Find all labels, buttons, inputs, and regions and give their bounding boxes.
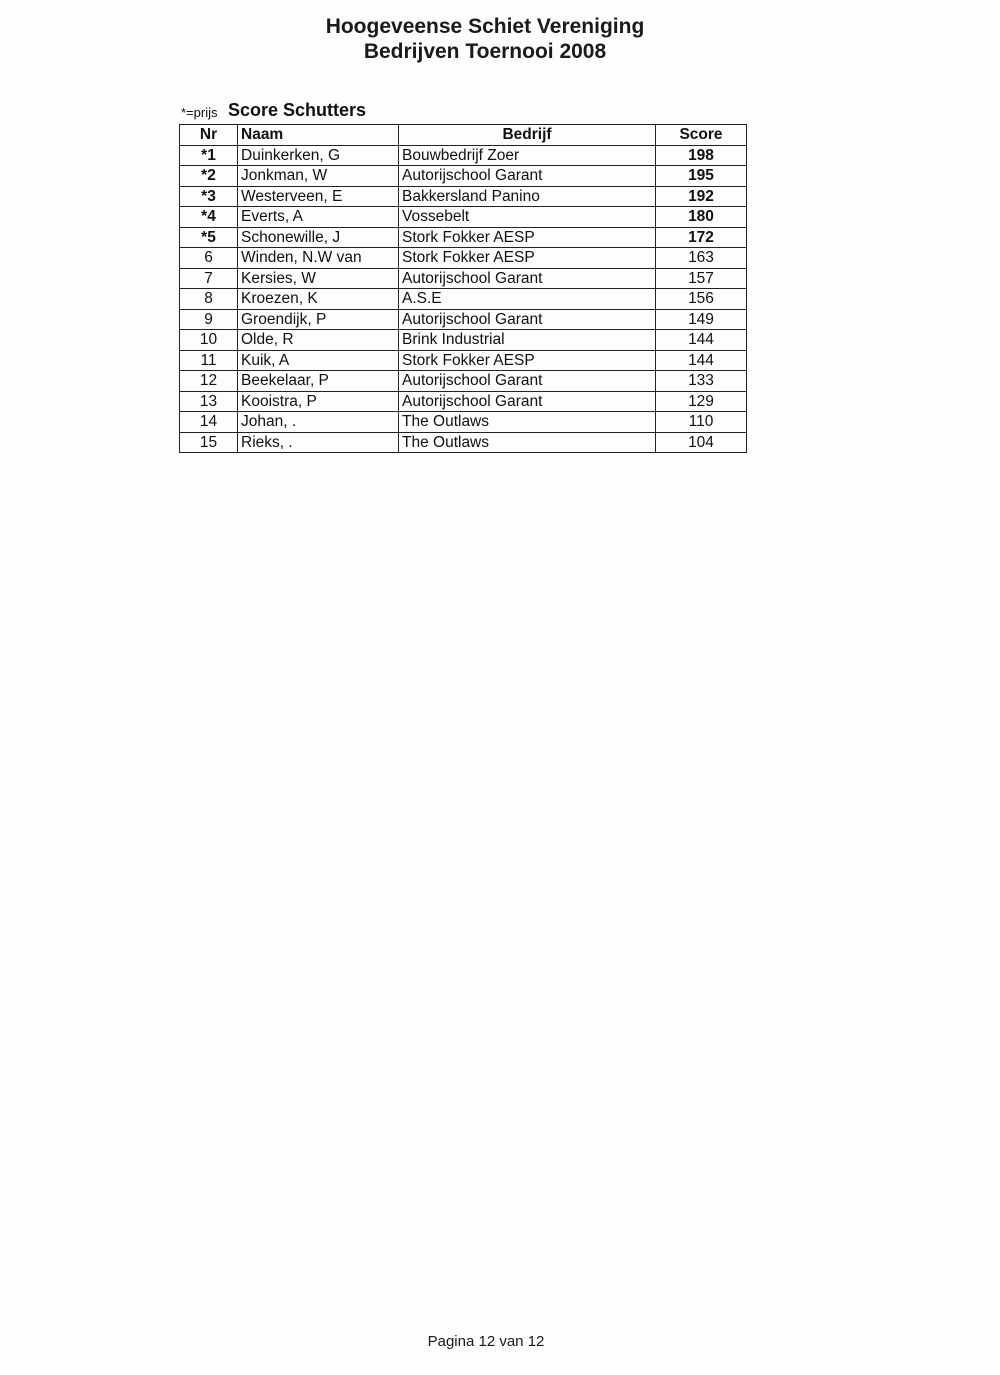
cell-bedrijf: Bouwbedrijf Zoer bbox=[399, 145, 656, 166]
scores-table bbox=[179, 124, 747, 453]
table-row bbox=[180, 350, 747, 371]
cell-naam: Kooistra, P bbox=[238, 391, 399, 412]
table-row bbox=[180, 309, 747, 330]
table-row bbox=[180, 371, 747, 392]
document-header bbox=[0, 14, 970, 64]
table-row bbox=[180, 391, 747, 412]
column-header-bedrijf: Bedrijf bbox=[399, 125, 656, 146]
table-row bbox=[180, 207, 747, 228]
cell-bedrijf: Autorijschool Garant bbox=[399, 371, 656, 392]
page-number: Pagina 12 van 12 bbox=[427, 1333, 545, 1350]
cell-nr: 14 bbox=[180, 412, 238, 433]
cell-score: 198 bbox=[656, 145, 747, 166]
cell-bedrijf: Brink Industrial bbox=[399, 330, 656, 351]
cell-bedrijf: Autorijschool Garant bbox=[399, 166, 656, 187]
cell-score: 133 bbox=[656, 371, 747, 392]
cell-bedrijf: Stork Fokker AESP bbox=[399, 248, 656, 269]
table-header-row bbox=[180, 125, 747, 146]
cell-score: 192 bbox=[656, 186, 747, 207]
cell-score: 110 bbox=[656, 412, 747, 433]
cell-naam: Jonkman, W bbox=[238, 166, 399, 187]
cell-naam: Johan, . bbox=[238, 412, 399, 433]
cell-bedrijf: Autorijschool Garant bbox=[399, 391, 656, 412]
cell-nr: 7 bbox=[180, 268, 238, 289]
cell-score: 129 bbox=[656, 391, 747, 412]
cell-bedrijf: The Outlaws bbox=[399, 412, 656, 433]
cell-naam: Beekelaar, P bbox=[238, 371, 399, 392]
cell-score: 157 bbox=[656, 268, 747, 289]
cell-nr: 6 bbox=[180, 248, 238, 269]
tournament-title: Bedrijven Toernooi 2008 bbox=[363, 40, 607, 63]
cell-bedrijf: Autorijschool Garant bbox=[399, 268, 656, 289]
cell-nr: *4 bbox=[180, 207, 238, 228]
cell-nr: *5 bbox=[180, 227, 238, 248]
section-title: Score Schutters bbox=[227, 100, 367, 120]
cell-naam: Winden, N.W van bbox=[238, 248, 399, 269]
cell-score: 163 bbox=[656, 248, 747, 269]
column-header-naam: Naam bbox=[238, 125, 399, 146]
cell-naam: Kersies, W bbox=[238, 268, 399, 289]
cell-naam: Westerveen, E bbox=[238, 186, 399, 207]
cell-score: 180 bbox=[656, 207, 747, 228]
cell-nr: 11 bbox=[180, 350, 238, 371]
table-row bbox=[180, 268, 747, 289]
cell-bedrijf: Bakkersland Panino bbox=[399, 186, 656, 207]
cell-nr: 10 bbox=[180, 330, 238, 351]
cell-naam: Schonewille, J bbox=[238, 227, 399, 248]
cell-nr: *3 bbox=[180, 186, 238, 207]
cell-nr: 9 bbox=[180, 309, 238, 330]
cell-bedrijf: The Outlaws bbox=[399, 432, 656, 453]
cell-naam: Groendijk, P bbox=[238, 309, 399, 330]
table-row bbox=[180, 330, 747, 351]
cell-nr: *2 bbox=[180, 166, 238, 187]
column-header-score: Score bbox=[656, 125, 747, 146]
cell-score: 195 bbox=[656, 166, 747, 187]
club-name-title: Hoogeveense Schiet Vereniging bbox=[325, 15, 645, 38]
table-body bbox=[180, 145, 747, 453]
cell-bedrijf: Stork Fokker AESP bbox=[399, 350, 656, 371]
cell-score: 172 bbox=[656, 227, 747, 248]
column-header-nr: Nr bbox=[180, 125, 238, 146]
cell-score: 149 bbox=[656, 309, 747, 330]
table-row bbox=[180, 412, 747, 433]
cell-nr: 12 bbox=[180, 371, 238, 392]
table-row bbox=[180, 145, 747, 166]
cell-naam: Everts, A bbox=[238, 207, 399, 228]
cell-nr: 15 bbox=[180, 432, 238, 453]
cell-nr: 13 bbox=[180, 391, 238, 412]
table-row bbox=[180, 227, 747, 248]
table-row bbox=[180, 166, 747, 187]
cell-bedrijf: Autorijschool Garant bbox=[399, 309, 656, 330]
cell-nr: 8 bbox=[180, 289, 238, 310]
cell-naam: Duinkerken, G bbox=[238, 145, 399, 166]
cell-bedrijf: A.S.E bbox=[399, 289, 656, 310]
table-caption bbox=[181, 100, 366, 121]
cell-score: 144 bbox=[656, 330, 747, 351]
cell-nr: *1 bbox=[180, 145, 238, 166]
cell-bedrijf: Vossebelt bbox=[399, 207, 656, 228]
cell-score: 156 bbox=[656, 289, 747, 310]
cell-bedrijf: Stork Fokker AESP bbox=[399, 227, 656, 248]
cell-naam: Kuik, A bbox=[238, 350, 399, 371]
prize-legend: *=prijs bbox=[181, 105, 218, 120]
table-row bbox=[180, 432, 747, 453]
cell-naam: Olde, R bbox=[238, 330, 399, 351]
cell-naam: Rieks, . bbox=[238, 432, 399, 453]
table-row bbox=[180, 289, 747, 310]
cell-score: 144 bbox=[656, 350, 747, 371]
table-row bbox=[180, 248, 747, 269]
cell-naam: Kroezen, K bbox=[238, 289, 399, 310]
table-row bbox=[180, 186, 747, 207]
cell-score: 104 bbox=[656, 432, 747, 453]
